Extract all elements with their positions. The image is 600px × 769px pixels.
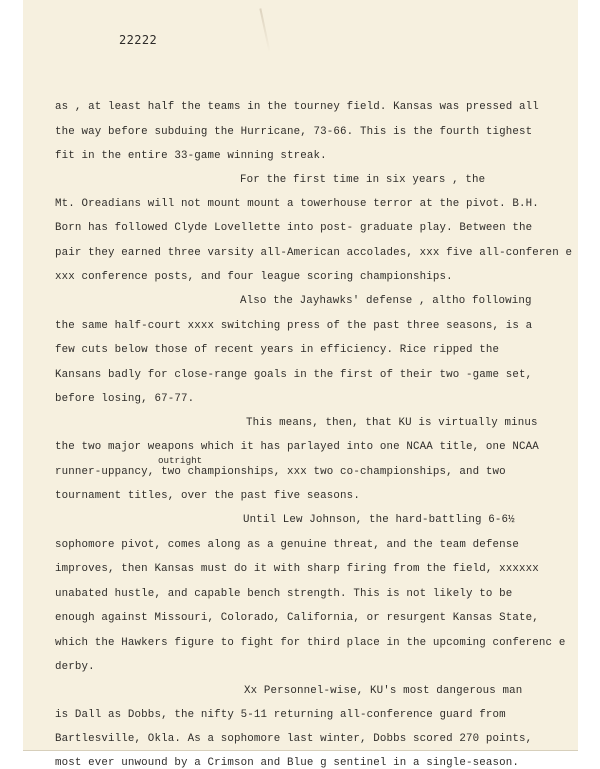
text-line: the two major weapons which it has parlayed into one NCAA title, one NCAA xyxy=(55,441,539,453)
text-line: as , at least half the teams in the tourney field. Kansas was pressed all xyxy=(55,101,539,113)
text-line: before losing, 67-77. xyxy=(55,393,195,405)
text-line: pair they earned three varsity all-American accolades, xxx five all-conferen e xyxy=(55,247,573,259)
text-line: For the first time in six years , the xyxy=(240,174,486,186)
text-line: enough against Missouri, Colorado, California, or resurgent Kansas State, xyxy=(55,612,539,624)
text-line: the way before subduing the Hurricane, 73-66. This is the fourth tighest xyxy=(55,126,533,138)
text-line: Xx Personnel-wise, KU's most dangerous man xyxy=(244,685,523,697)
text-line: Also the Jayhawks' defense , altho following xyxy=(240,295,532,307)
text-line: Mt. Oreadians will not mount mount a towerhouse terror at the pivot. B.H. xyxy=(55,198,539,210)
text-line: most ever unwound by a Crimson and Blue g sentinel in a single-season. xyxy=(55,757,520,769)
text-line: fit in the entire 33-game winning streak. xyxy=(55,150,327,162)
text-line: few cuts below those of recent years in efficiency. Rice ripped the xyxy=(55,344,500,356)
text-line: Bartlesville, Okla. As a sophomore last winter, Dobbs scored 270 points, xyxy=(55,733,533,745)
text-line: Born has followed Clyde Lovellette into post- graduate play. Between the xyxy=(55,222,533,234)
interlinear-insertion: outright xyxy=(158,455,203,466)
text-line: is Dall as Dobbs, the nifty 5-11 returning all-conference guard from xyxy=(55,709,506,721)
text-line: This means, then, that KU is virtually minus xyxy=(246,417,538,429)
text-line: derby. xyxy=(55,661,95,673)
text-line: sophomore pivot, comes along as a genuine threat, and the team defense xyxy=(55,539,520,551)
text-line: runner-uppancy, two championships, xxx two co-championships, and two xyxy=(55,466,506,478)
text-line: Until Lew Johnson, the hard-battling 6-6½ xyxy=(243,514,515,526)
page-number: 22222 xyxy=(119,33,158,47)
paper-fold-mark xyxy=(259,8,270,52)
text-line: unabated hustle, and capable bench strength. This is not likely to be xyxy=(55,588,513,600)
text-line: improves, then Kansas must do it with sharp firing from the field, xxxxxx xyxy=(55,563,539,575)
text-line: the same half-court xxxx switching press of the past three seasons, is a xyxy=(55,320,533,332)
text-line: which the Hawkers figure to fight for third place in the upcoming conferenc e xyxy=(55,637,566,649)
text-line: Kansans badly for close-range goals in the first of their two -game set, xyxy=(55,369,533,381)
text-line: xxx conference posts, and four league scoring championships. xyxy=(55,271,453,283)
text-line: tournament titles, over the past five seasons. xyxy=(55,490,360,502)
